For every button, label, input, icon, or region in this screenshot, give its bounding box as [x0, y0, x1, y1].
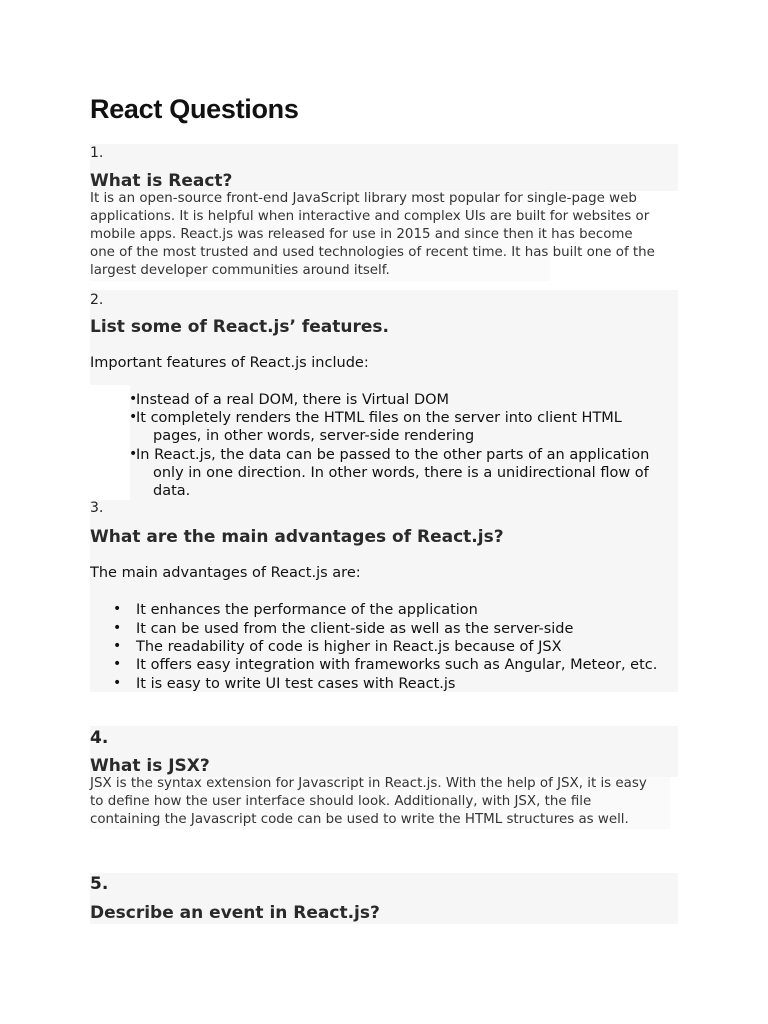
q2-feature-item: It completely renders the HTML files on the server into client HTML — [136, 410, 622, 426]
page-title: React Questions — [90, 94, 299, 124]
q3-number: 3. — [90, 500, 104, 516]
q2-feature-item-continued: pages, in other words, server-side rendering — [153, 428, 475, 444]
q1-number: 1. — [90, 145, 104, 161]
bullet-icon: • — [129, 391, 138, 407]
q2-heading: List some of React.js’ features. — [90, 317, 389, 337]
q1-answer-line: applications. It is helpful when interactive and complex UIs are built for websites or — [90, 209, 650, 224]
q3-advantage-item: It can be used from the client-side as well as the server-side — [136, 621, 574, 637]
bullet-icon: • — [113, 601, 122, 617]
q1-answer-line: It is an open-source front-end JavaScript library most popular for single-page web — [90, 191, 637, 206]
q3-advantage-item: It is easy to write UI test cases with React.js — [136, 676, 456, 692]
q1-answer-line: one of the most trusted and used technologies of recent time. It has built one of the — [90, 245, 655, 260]
bullet-icon: • — [129, 409, 138, 425]
bullet-icon: • — [113, 620, 122, 636]
q4-answer — [90, 775, 680, 829]
q3-advantage-item: The readability of code is higher in React.js because of JSX — [136, 639, 562, 655]
q3-heading: What are the main advantages of React.js? — [90, 527, 504, 547]
q2-list-gutter — [90, 385, 130, 500]
q3-intro: The main advantages of React.js are: — [90, 565, 361, 581]
q2-feature-item-continued: data. — [153, 483, 191, 499]
q4-answer-line: JSX is the syntax extension for Javascript in React.js. With the help of JSX, it is easy — [90, 776, 647, 791]
q4-number: 4. — [90, 728, 109, 748]
bullet-icon: • — [129, 446, 138, 462]
q3-advantage-item: It offers easy integration with frameworks such as Angular, Meteor, etc. — [136, 657, 658, 673]
q2-feature-item: In React.js, the data can be passed to the other parts of an application — [136, 447, 650, 463]
q1-answer — [90, 190, 680, 280]
bullet-icon: • — [113, 675, 122, 691]
q5-heading: Describe an event in React.js? — [90, 903, 380, 923]
q4-answer-line: to define how the user interface should look. Additionally, with JSX, the file — [90, 794, 592, 809]
q1-answer-line: mobile apps. React.js was released for use in 2015 and since then it has become — [90, 227, 633, 242]
q2-intro: Important features of React.js include: — [90, 355, 369, 371]
q2-feature-item-continued: only in one direction. In other words, there is a unidirectional flow of — [153, 465, 649, 481]
q4-answer-line: containing the Javascript code can be used to write the HTML structures as well. — [90, 812, 629, 827]
bullet-icon: • — [113, 638, 122, 654]
q3-advantage-item: It enhances the performance of the application — [136, 602, 478, 618]
bullet-icon: • — [113, 656, 122, 672]
q2-number: 2. — [90, 292, 104, 308]
q1-answer-line: largest developer communities around itself. — [90, 263, 390, 278]
q5-number: 5. — [90, 874, 109, 894]
q2-feature-item: Instead of a real DOM, there is Virtual DOM — [136, 392, 450, 408]
q1-heading: What is React? — [90, 171, 233, 191]
q4-heading: What is JSX? — [90, 756, 210, 776]
